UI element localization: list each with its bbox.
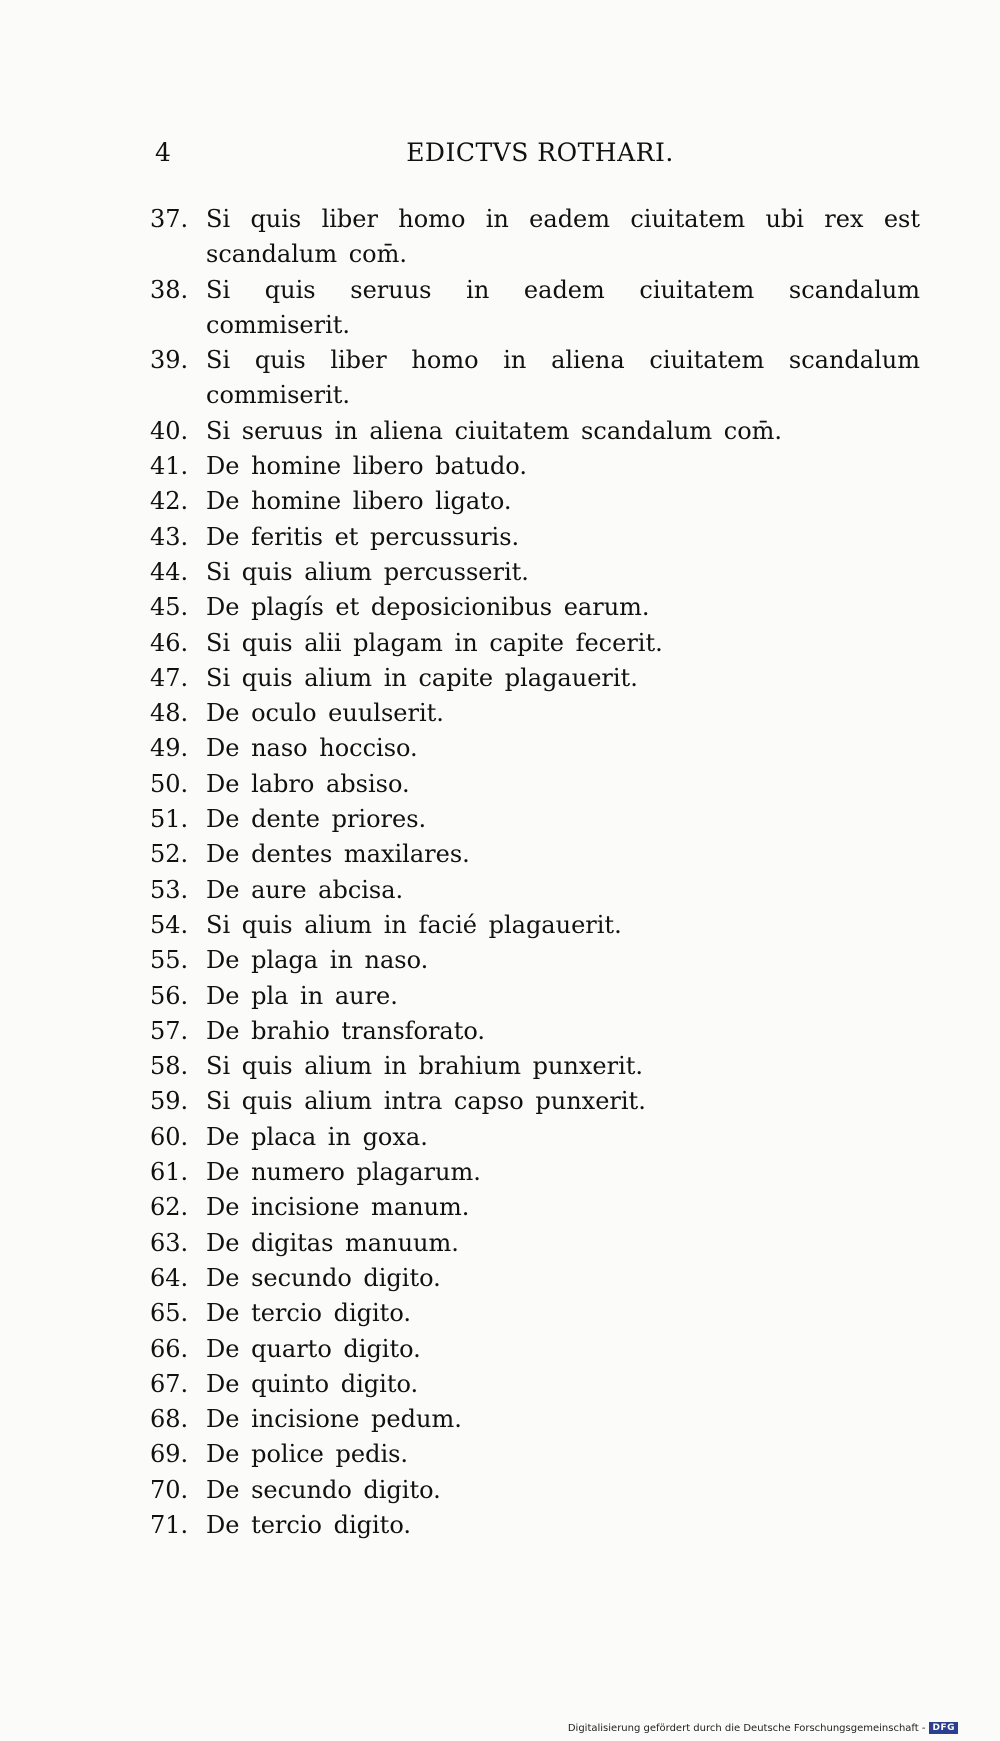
entry-number: 59. xyxy=(150,1087,189,1116)
list-item xyxy=(150,1120,920,1155)
entry-title: De digitas manuum. xyxy=(206,1228,459,1257)
list-item xyxy=(150,520,920,555)
entry-number: 64. xyxy=(150,1263,189,1292)
list-item xyxy=(150,661,920,696)
entry-number: 57. xyxy=(150,1016,189,1045)
entry-title: Si quis liber homo in aliena ciuitatem scandalum commiserit. xyxy=(206,346,920,410)
credit-text: Digitalisierung gefördert durch die Deutsche Forschungsgemeinschaft - xyxy=(567,1722,926,1734)
entry-number: 40. xyxy=(150,416,189,445)
entry-title: De oculo euulserit. xyxy=(206,699,444,728)
list-item xyxy=(150,1049,920,1084)
entry-title: De police pedis. xyxy=(206,1440,409,1469)
page-number: 4 xyxy=(155,138,171,167)
entry-number: 46. xyxy=(150,628,189,657)
list-item xyxy=(150,979,920,1014)
entry-number: 56. xyxy=(150,981,189,1010)
entry-title: De homine libero ligato. xyxy=(206,487,512,516)
list-item xyxy=(150,1261,920,1296)
entry-number: 67. xyxy=(150,1369,189,1398)
entry-title: Si quis liber homo in eadem ciuitatem ubi rex est scandalum com̄. xyxy=(206,205,920,269)
entry-number: 65. xyxy=(150,1299,189,1328)
list-item xyxy=(150,1296,920,1331)
entry-title: Si seruus in aliena ciuitatem scandalum com̄. xyxy=(206,416,783,445)
entry-title: De incisione pedum. xyxy=(206,1405,462,1434)
entry-number: 49. xyxy=(150,734,189,763)
chapter-list xyxy=(150,202,920,1543)
list-item xyxy=(150,1155,920,1190)
entry-title: De dentes maxilares. xyxy=(206,840,470,869)
entry-title: De placa in goxa. xyxy=(206,1122,428,1151)
entry-title: De brahio transforato. xyxy=(206,1016,486,1045)
list-item xyxy=(150,1226,920,1261)
entry-number: 50. xyxy=(150,769,189,798)
list-item xyxy=(150,837,920,872)
entry-number: 71. xyxy=(150,1510,189,1539)
entry-number: 69. xyxy=(150,1440,189,1469)
entry-title: De feritis et percussuris. xyxy=(206,522,520,551)
running-title: EDICTVS ROTHARI. xyxy=(406,138,674,167)
list-item xyxy=(150,696,920,731)
entry-title: De naso hocciso. xyxy=(206,734,418,763)
entry-title: De secundo digito. xyxy=(206,1263,441,1292)
entry-number: 44. xyxy=(150,557,189,586)
entry-title: De quinto digito. xyxy=(206,1369,419,1398)
entry-title: De dente priores. xyxy=(206,805,427,834)
entry-number: 62. xyxy=(150,1193,189,1222)
entry-number: 45. xyxy=(150,593,189,622)
list-item xyxy=(150,1508,920,1543)
list-item xyxy=(150,590,920,625)
list-item xyxy=(150,484,920,519)
entry-number: 47. xyxy=(150,663,189,692)
entry-title: De pla in aure. xyxy=(206,981,398,1010)
entry-number: 37. xyxy=(150,205,189,233)
list-item xyxy=(150,555,920,590)
list-item xyxy=(150,1332,920,1367)
entry-number: 39. xyxy=(150,346,189,375)
entry-number: 41. xyxy=(150,452,189,481)
entry-number: 68. xyxy=(150,1405,189,1434)
list-item xyxy=(150,1367,920,1402)
list-item xyxy=(150,449,920,484)
list-item xyxy=(150,1084,920,1119)
entry-number: 51. xyxy=(150,805,189,834)
list-item xyxy=(150,1190,920,1225)
entry-number: 48. xyxy=(150,699,189,728)
entry-title: De labro absiso. xyxy=(206,769,410,798)
entry-title: Si quis alium in brahium punxerit. xyxy=(206,1052,644,1081)
entry-number: 53. xyxy=(150,875,189,904)
list-item xyxy=(150,414,920,449)
entry-number: 54. xyxy=(150,910,189,939)
list-item xyxy=(150,626,920,661)
list-item xyxy=(150,802,920,837)
entry-title: De secundo digito. xyxy=(206,1475,441,1504)
entry-number: 63. xyxy=(150,1228,189,1257)
entry-number: 70. xyxy=(150,1475,189,1504)
entry-title: De tercio digito. xyxy=(206,1510,411,1539)
entry-title: De homine libero batudo. xyxy=(206,452,527,481)
entry-title: De plaga in naso. xyxy=(206,946,429,975)
entry-number: 60. xyxy=(150,1122,189,1151)
entry-title: Si quis alium intra capso punxerit. xyxy=(206,1087,646,1116)
entry-title: De quarto digito. xyxy=(206,1334,421,1363)
list-item xyxy=(150,1014,920,1049)
list-item xyxy=(150,767,920,802)
list-item xyxy=(150,202,920,273)
digitization-credit xyxy=(568,1722,958,1734)
entry-title: De aure abcisa. xyxy=(206,875,404,904)
entry-number: 43. xyxy=(150,522,189,551)
entry-number: 58. xyxy=(150,1052,189,1081)
entry-title: Si quis alium in facié plagauerit. xyxy=(206,910,622,939)
list-item xyxy=(150,908,920,943)
list-item xyxy=(150,1402,920,1437)
list-item xyxy=(150,943,920,978)
entry-number: 61. xyxy=(150,1158,189,1187)
page-header xyxy=(155,138,925,178)
entry-title: Si quis alium percusserit. xyxy=(206,557,529,586)
entry-title: Si quis seruus in eadem ciuitatem scandalum commiserit. xyxy=(206,275,920,339)
list-item xyxy=(150,873,920,908)
dfg-logo: DFG xyxy=(929,1722,958,1734)
list-item xyxy=(150,273,920,344)
entry-title: Si quis alii plagam in capite fecerit. xyxy=(206,628,663,657)
entry-title: De plagís et deposicionibus earum. xyxy=(206,593,650,622)
entry-title: De tercio digito. xyxy=(206,1299,411,1328)
entry-number: 66. xyxy=(150,1334,189,1363)
entry-number: 52. xyxy=(150,840,189,869)
list-item xyxy=(150,731,920,766)
entry-number: 55. xyxy=(150,946,189,975)
entry-title: De incisione manum. xyxy=(206,1193,470,1222)
list-item xyxy=(150,1437,920,1472)
entry-number: 38. xyxy=(150,275,189,304)
entry-title: Si quis alium in capite plagauerit. xyxy=(206,663,638,692)
list-item xyxy=(150,1473,920,1508)
list-item xyxy=(150,343,920,414)
entry-title: De numero plagarum. xyxy=(206,1158,481,1187)
entry-number: 42. xyxy=(150,487,189,516)
